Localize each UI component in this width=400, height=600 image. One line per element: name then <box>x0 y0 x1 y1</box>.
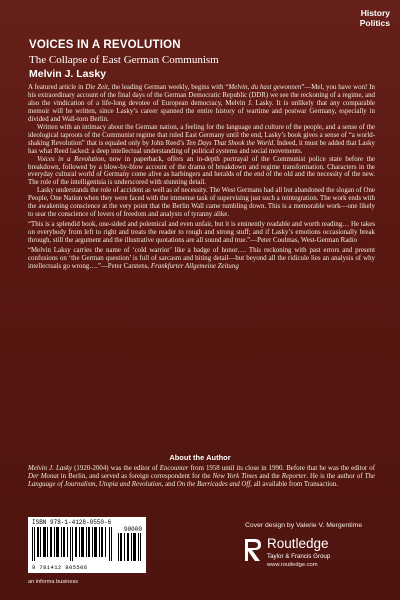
cover-designer-credit: Cover design by Valerie V. Mergentime <box>245 522 363 529</box>
price-barcode-icon <box>118 533 142 561</box>
blurb-paragraph-1: A featured article in Die Zeit, the leading German weekly, begins with “Melvin, du hast gewonnen”—Mel, you have won! In his extraordinary account of the final days of the German Democratic Republic (DDR) we see the reckoning of a regime, and also the vindication of a life-long devotee of European democracy, Melvin J. Lasky. It is unlikely that any comparable memoir will be written, since Lasky’s career spanned the entire history of wartime and postwar Germany, especially in divided and Wall-torn Berlin. <box>28 84 375 123</box>
publisher-website: www.routledge.com <box>267 562 318 568</box>
publisher-group: Taylor & Francis Group <box>267 553 331 560</box>
isbn-number: ISBN 978-1-4128-0550-6 <box>32 519 112 526</box>
category-history: History <box>360 8 390 18</box>
price-code: 90000 <box>123 526 142 533</box>
informa-imprint: an informa business <box>28 579 79 585</box>
about-author-text: Melvin J. Lasky (1920-2004) was the editor of Encounter from 1958 until its close in 1990. Before that he was the editor of Der Monat in Berlin, and served as foreign correspondent for the New York Times and the Reporter. He is the author of The Language of Journalism, Utopia and Revolution, and On the Barricades and Off, all available from Transaction. <box>28 465 376 488</box>
blurb-paragraph-2: Written with an intimacy about the German nation, a feeling for the language and culture of the people, and a sense of the ideological taproots of the Communist regime that ruled East Germany until the end, Lasky’s book gives a sense of “a world-shaking Revolution” that is equaled only by John Reed’s Ten Days That Shook the World. Indeed, it must be added that Lasky has what Reed lacked: a deep intellectual understanding of political systems and social movements. <box>28 123 376 155</box>
about-author-heading: About the Author <box>169 453 231 462</box>
book-title: VOICES IN A REVOLUTION <box>29 39 181 51</box>
review-quote-carstens: “Melvin Laksy carries the name of ‘cold warrior’ like a badge of honor…. This reckoning with past errors and present confusions on ‘the German question’ is full of sarcasm and biting detail—but beyond all the ridicule lies an analysis of why intellectuals go wrong….”—Peter Carstens, Frankfurter Allgemeine Zeitung <box>28 247 375 270</box>
barcode-icon <box>32 527 114 561</box>
publisher-name: Routledge <box>267 536 329 551</box>
publisher-block <box>243 535 383 575</box>
blurb-paragraph-4: Lasky understands the role of accident as well as of necessity. The West Germans had all but abandoned the slogan of One People, One Nation when they were faced with the immense task of supervising just such a reintegration. The work ends with the awakening conscience at the very point that the Berlin Wall came tumbling down. This is a memorable work—one likely to sear the conscience of lovers of freedom and analysts of tyranny alike. <box>28 187 375 219</box>
category-politics: Politics <box>359 18 390 28</box>
category-labels <box>360 8 390 28</box>
blurb <box>28 84 375 271</box>
review-quote-coulmas: “This is a splendid book, one-sided and polemical and even unfair, but it is eminently readable and worth reading… He takes on everybody from left to right and treats the reader to rough and strong stuff; and if Lasky’s emotions occasionally break through, still the argument and the illustrative quotations are all sound and true.”—Peter Coulmas, West-German Radio <box>28 221 375 245</box>
book-subtitle: The Collapse of East German Communism <box>29 54 219 66</box>
barcode-digits: 9 781412 805506 <box>32 564 88 571</box>
blurb-paragraph-3: Voices in a Revolution, now in paperback, offers an in-depth portrayal of the Communist police state before the breakdown, followed by a blow-by-blow account of the drama of breakdown and regime transformation. Characters in the everyday cultural world of Germany come alive as harbingers and heralds of the end of the old and the necessity of the new. The role of the intelligentsia is underscored with stunning detail. <box>28 155 375 187</box>
book-author: Melvin J. Lasky <box>29 68 107 80</box>
routledge-logo-icon <box>243 537 263 563</box>
isbn-barcode <box>28 517 146 573</box>
